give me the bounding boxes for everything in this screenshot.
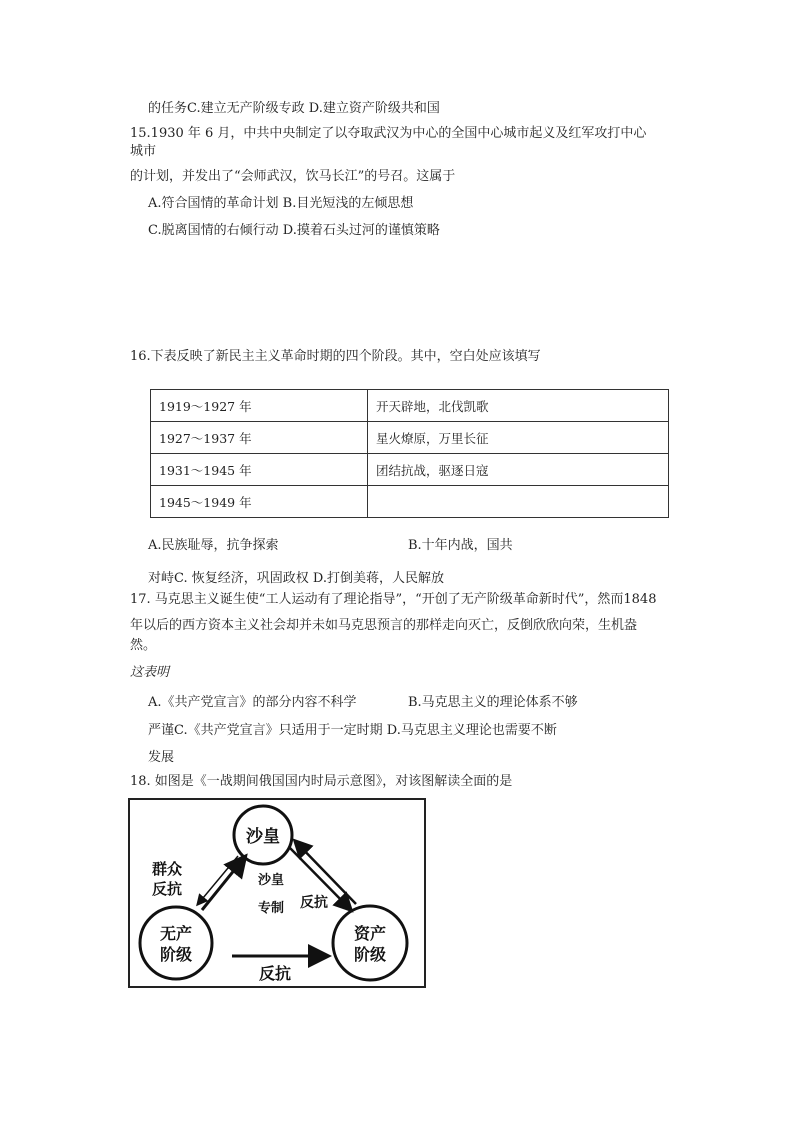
q17-stem-line-4: 这表明 bbox=[130, 665, 170, 680]
table-cell: 开天辟地，北伐凯歌 bbox=[368, 390, 669, 422]
q17-stem-line-2: 年以后的西方资本主义社会却并未如马克思预言的那样走向灭亡，反倒欣欣向荣，生机盎 bbox=[130, 618, 638, 633]
q15-stem-line-3: 的计划，并发出了“会师武汉，饮马长江”的号召。这属于 bbox=[130, 169, 456, 184]
q16-options-cd: 对峙C. 恢复经济，巩固政权 D.打倒美蒋，人民解放 bbox=[148, 571, 444, 586]
arrow-proletariat-to-tsar bbox=[202, 858, 244, 910]
proletariat-node-label-1: 无产 bbox=[159, 924, 193, 943]
tsar-autocracy-label-2: 专制 bbox=[258, 901, 285, 916]
stages-table bbox=[150, 389, 669, 518]
q17-options-tail: 发展 bbox=[148, 750, 175, 765]
q17-stem-line-3: 然。 bbox=[130, 638, 157, 653]
bourgeois-resistance-label: 反抗 bbox=[300, 895, 328, 911]
tsar-node-label: 沙皇 bbox=[246, 827, 280, 847]
proletariat-node-label-2: 阶级 bbox=[159, 945, 193, 964]
table-cell: 1945～1949 年 bbox=[151, 486, 368, 518]
table-cell: 1919～1927 年 bbox=[151, 390, 368, 422]
q16-stem: 16.下表反映了新民主主义革命时期的四个阶段。其中，空白处应该填写 bbox=[130, 349, 541, 364]
table-cell: 团结抗战，驱逐日寇 bbox=[368, 454, 669, 486]
q16-option-a: A.民族耻辱，抗争探索 bbox=[148, 538, 279, 553]
q15-stem-line-1: 15.1930 年 6 月，中共中央制定了以夺取武汉为中心的全国中心城市起义及红军攻打中心 bbox=[130, 126, 647, 141]
q16-option-b: B.十年内战，国共 bbox=[408, 538, 513, 553]
russia-situation-diagram bbox=[128, 798, 426, 988]
table-cell: 1927～1937 年 bbox=[151, 422, 368, 454]
bourgeoisie-node bbox=[333, 906, 407, 980]
table-row bbox=[151, 390, 669, 422]
q17-option-a: A.《共产党宣言》的部分内容不科学 bbox=[148, 695, 357, 710]
q14-options-tail: 的任务C.建立无产阶级专政 D.建立资产阶级共和国 bbox=[148, 101, 440, 116]
table-cell-blank bbox=[368, 486, 669, 518]
proletarian-resistance-label: 反抗 bbox=[259, 964, 292, 983]
proletariat-node bbox=[140, 907, 212, 979]
table-cell: 星火燎原，万里长征 bbox=[368, 422, 669, 454]
q15-options-cd: C.脱离国情的右倾行动 D.摸着石头过河的谨慎策略 bbox=[148, 223, 440, 238]
table-row bbox=[151, 454, 669, 486]
q15-stem-line-2: 城市 bbox=[130, 144, 157, 159]
mass-resistance-label-1: 群众 bbox=[152, 860, 183, 878]
bourgeoisie-node-label-2: 阶级 bbox=[353, 945, 387, 964]
q17-stem-line-1: 17. 马克思主义诞生使“工人运动有了理论指导”，“开创了无产阶级革命新时代”，然而1848 bbox=[130, 592, 657, 607]
mass-resistance-label-2: 反抗 bbox=[152, 880, 183, 898]
table-row bbox=[151, 422, 669, 454]
arrow-tsar-to-proletariat bbox=[198, 856, 238, 904]
q18-stem: 18. 如图是《一战期间俄国国内时局示意图》，对该图解读全面的是 bbox=[130, 774, 513, 789]
table-row bbox=[151, 486, 669, 518]
table-cell: 1931～1945 年 bbox=[151, 454, 368, 486]
tsar-autocracy-label-1: 沙皇 bbox=[258, 873, 285, 888]
bourgeoisie-node-label-1: 资产 bbox=[353, 924, 387, 943]
q15-options-ab: A.符合国情的革命计划 B.目光短浅的左倾思想 bbox=[148, 196, 414, 211]
q17-options-cd: 严谨C.《共产党宣言》只适用于一定时期 D.马克思主义理论也需要不断 bbox=[148, 723, 557, 738]
q17-option-b: B.马克思主义的理论体系不够 bbox=[408, 695, 578, 710]
